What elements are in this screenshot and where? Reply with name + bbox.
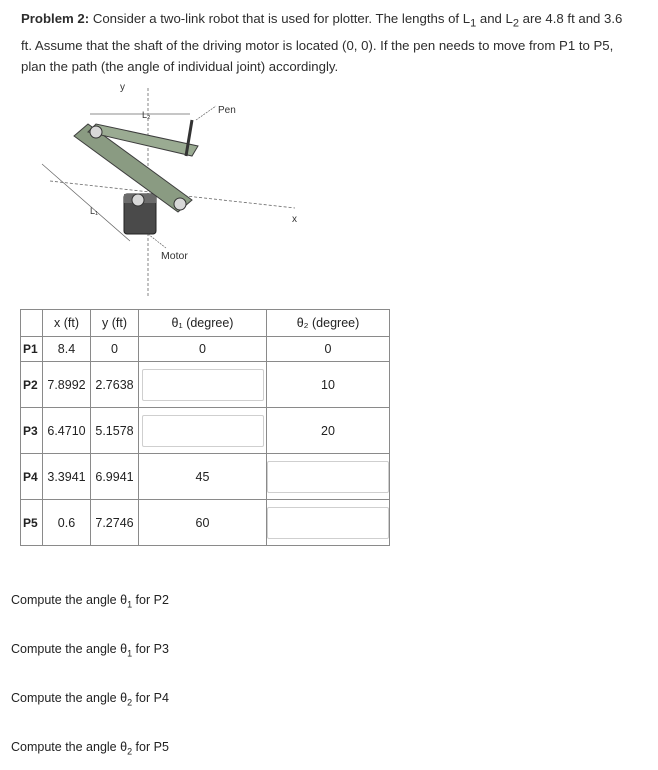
theta2-p4-input[interactable] xyxy=(267,461,389,493)
cell-x: 6.4710 xyxy=(43,408,91,454)
problem-text-c: are 4.8 ft and 3.6 ft. Assume that the shaft of the driving motor is located (0, 0). If the pen needs to move from P1 to P5, plan the path (the angle of individual joint) accordingly. xyxy=(21,11,623,74)
table-row xyxy=(21,362,390,408)
cell-y: 2.7638 xyxy=(91,362,139,408)
cell-theta1 xyxy=(139,362,267,408)
theta2-p5-input[interactable] xyxy=(267,507,389,539)
problem-statement xyxy=(21,8,636,77)
table-row xyxy=(21,500,390,546)
cell-theta1: 0 xyxy=(139,337,267,362)
row-label: P3 xyxy=(21,408,43,454)
cell-y: 6.9941 xyxy=(91,454,139,500)
row-label: P2 xyxy=(21,362,43,408)
header-theta1: θ₁ (degree) xyxy=(139,310,267,337)
cell-x: 8.4 xyxy=(43,337,91,362)
problem-text-b: and L xyxy=(476,11,513,26)
cell-theta2: 0 xyxy=(267,337,390,362)
question-text: Compute the angle θ xyxy=(11,691,128,705)
cell-theta2: 20 xyxy=(267,408,390,454)
cell-theta1: 60 xyxy=(139,500,267,546)
problem-label: Problem 2: xyxy=(21,11,90,26)
question-text: Compute the angle θ xyxy=(11,593,128,607)
joint-right xyxy=(174,198,186,210)
question-sub: 2 xyxy=(127,697,133,708)
question-suffix: for P3 xyxy=(132,642,169,656)
question-p5 xyxy=(11,740,169,757)
row-label: P5 xyxy=(21,500,43,546)
table-row xyxy=(21,454,390,500)
cell-y: 7.2746 xyxy=(91,500,139,546)
joint-base xyxy=(132,194,144,206)
cell-x: 3.3941 xyxy=(43,454,91,500)
theta1-p2-input[interactable] xyxy=(142,369,264,401)
header-theta2: θ₂ (degree) xyxy=(267,310,390,337)
y-axis-label: y xyxy=(120,82,125,93)
cell-theta2 xyxy=(267,500,390,546)
row-label: P4 xyxy=(21,454,43,500)
cell-theta2: 10 xyxy=(267,362,390,408)
pen-label: Pen xyxy=(218,105,236,116)
cell-y: 0 xyxy=(91,337,139,362)
question-sub: 1 xyxy=(127,599,133,610)
table-header-row xyxy=(21,310,390,337)
table-row xyxy=(21,337,390,362)
theta1-p3-input[interactable] xyxy=(142,415,264,447)
table-row xyxy=(21,408,390,454)
question-sub: 1 xyxy=(127,648,133,659)
problem-text-a: Consider a two-link robot that is used for plotter. The lengths of L xyxy=(89,11,471,26)
cell-x: 7.8992 xyxy=(43,362,91,408)
x-axis-label: x xyxy=(292,214,297,225)
pen-pointer xyxy=(196,106,216,120)
l2-label: L₂ xyxy=(142,110,151,120)
cell-theta1: 45 xyxy=(139,454,267,500)
header-y: y (ft) xyxy=(91,310,139,337)
row-label: P1 xyxy=(21,337,43,362)
question-sub: 2 xyxy=(127,746,133,757)
problem-sub-2: 2 xyxy=(512,17,520,30)
path-table xyxy=(20,309,390,546)
cell-theta1 xyxy=(139,408,267,454)
motor-label: Motor xyxy=(161,250,188,262)
problem-sub-1: 1 xyxy=(470,17,477,30)
cell-theta2 xyxy=(267,454,390,500)
header-blank xyxy=(21,310,43,337)
question-suffix: for P4 xyxy=(132,691,169,705)
cell-x: 0.6 xyxy=(43,500,91,546)
question-suffix: for P2 xyxy=(132,593,169,607)
question-suffix: for P5 xyxy=(132,740,169,754)
l1-label: L₁ xyxy=(90,206,99,216)
question-text: Compute the angle θ xyxy=(11,642,128,656)
header-x: x (ft) xyxy=(43,310,91,337)
l1-dimension-line xyxy=(42,164,130,241)
question-p3 xyxy=(11,642,169,659)
motor-pointer xyxy=(148,234,166,248)
joint-left xyxy=(90,126,102,138)
question-text: Compute the angle θ xyxy=(11,740,128,754)
question-p2 xyxy=(11,593,169,610)
question-p4 xyxy=(11,691,169,708)
cell-y: 5.1578 xyxy=(91,408,139,454)
robot-figure xyxy=(30,76,350,302)
